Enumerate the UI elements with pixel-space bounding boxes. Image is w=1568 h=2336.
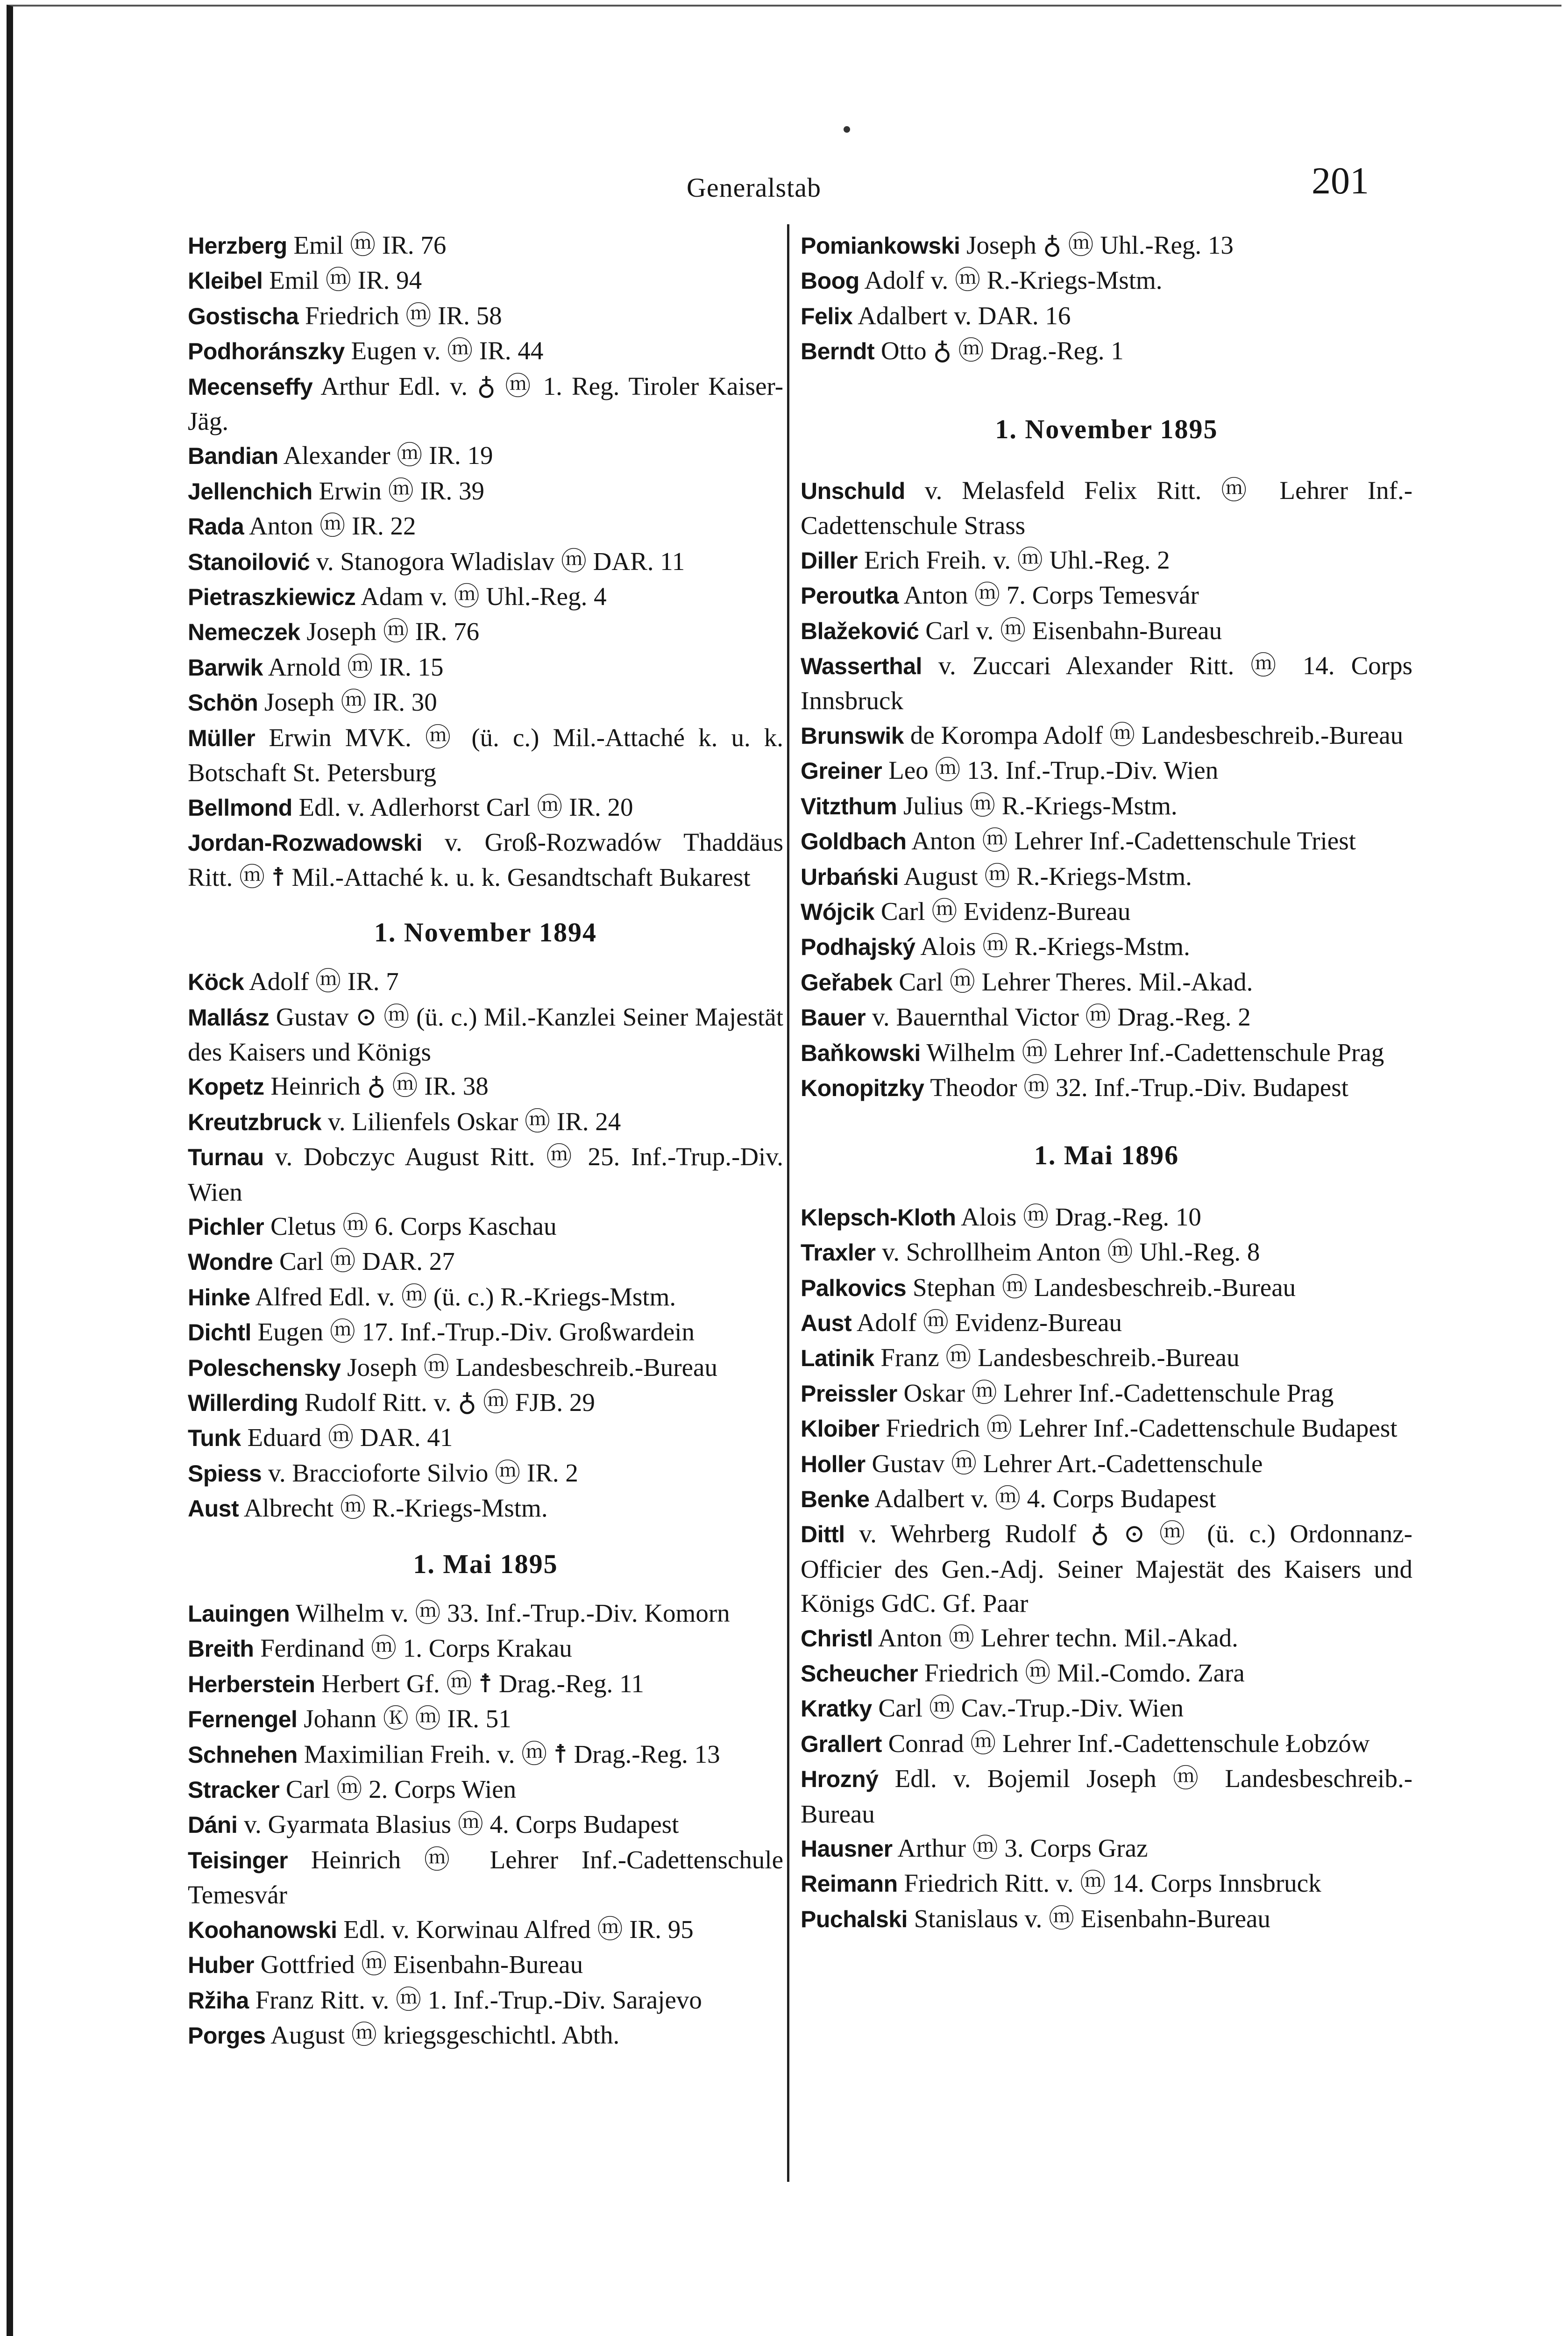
entry <box>188 1912 783 1947</box>
entry <box>188 1140 783 1209</box>
entry-details: Theodor ⓜ 32. Inf.-Trup.-Div. Budapest <box>930 1073 1348 1102</box>
entry <box>801 1340 1412 1375</box>
entry-details: Emil ⓜ IR. 94 <box>269 266 422 295</box>
entry-surname: Brunswik <box>801 722 904 749</box>
entry <box>801 299 1412 334</box>
entry <box>801 1726 1412 1761</box>
entry-details: Wilhelm ⓜ Lehrer Inf.-Cadettenschule Prag <box>926 1038 1384 1067</box>
entry <box>801 1481 1412 1517</box>
entry-surname: Palkovics <box>801 1275 907 1301</box>
entry-surname: Mallász <box>188 1004 270 1031</box>
entry-surname: Unschuld <box>801 478 905 505</box>
entry-details: v. Lilienfels Oskar ⓜ IR. 24 <box>327 1107 621 1136</box>
entry-surname: Pichler <box>188 1213 264 1240</box>
entry-surname: Mecenseffy <box>188 373 313 400</box>
entry-surname: Teisinger <box>188 1847 288 1873</box>
entry <box>801 1446 1412 1481</box>
entry-surname: Nemeczek <box>188 619 300 646</box>
entry-surname: Bandian <box>188 443 278 470</box>
entry-details: Carl ⓜ DAR. 27 <box>279 1247 455 1276</box>
entry-details: de Korompa Adolf ⓜ Landesbeschreib.-Bureau <box>910 720 1404 749</box>
entry-details: Heinrich ⓜ Lehrer Inf.-Cadettenschule Temesvár <box>188 1845 784 1909</box>
entry-details: v. Wehrberg Rudolf ♁ ⊙ ⓜ (ü. c.) Ordonnanz-Officier des Gen.-Adj. Seiner Majestät des Kaisers und Königs GdC. Gf. Paar <box>801 1519 1413 1618</box>
entry <box>801 965 1412 1000</box>
entry <box>801 1621 1412 1656</box>
entry-surname: Wójcik <box>801 898 875 925</box>
entry-details: v. Schrollheim Anton ⓜ Uhl.-Reg. 8 <box>882 1238 1260 1267</box>
entry <box>801 894 1412 929</box>
entry <box>188 509 783 544</box>
entry <box>801 859 1412 894</box>
entry-details: Gottfried ⓜ Eisenbahn-Bureau <box>260 1950 583 1979</box>
entry <box>188 650 783 685</box>
entry-surname: Konopitzky <box>801 1075 924 1101</box>
entry <box>188 1702 783 1737</box>
entry-details: Carl ⓜ Evidenz-Bureau <box>880 897 1131 926</box>
entry-surname: Schnehen <box>188 1741 298 1768</box>
entry-details: Arthur ⓜ 3. Corps Graz <box>897 1834 1148 1863</box>
entry-surname: Berndt <box>801 338 875 365</box>
entry-surname: Pomiankowski <box>801 233 960 259</box>
entry-details: Erich Freih. v. ⓜ Uhl.-Reg. 2 <box>864 545 1170 574</box>
entry-details: Joseph ⓜ Landesbeschreib.-Bureau <box>347 1353 717 1382</box>
entry-surname: Fernengel <box>188 1706 298 1733</box>
entry-details: Julius ⓜ R.-Kriegs-Mstm. <box>903 791 1178 820</box>
entry-surname: Aust <box>801 1310 852 1336</box>
entry-details: Erwin ⓜ IR. 39 <box>319 476 485 505</box>
entry-surname: Reimann <box>801 1871 898 1897</box>
page-number: 201 <box>1312 159 1369 202</box>
entry <box>801 824 1412 859</box>
entry <box>801 1691 1412 1726</box>
entry <box>188 1491 783 1526</box>
entry-surname: Herzberg <box>188 233 287 259</box>
entry-details: Alfred Edl. v. ⓜ (ü. c.) R.-Kriegs-Mstm. <box>255 1282 676 1311</box>
entry-surname: Bellmond <box>188 794 292 821</box>
entry-details: Edl. v. Adlerhorst Carl ⓜ IR. 20 <box>298 792 633 821</box>
entry <box>188 1069 783 1104</box>
entry <box>801 613 1412 648</box>
entry-details: Adam v. ⓜ Uhl.-Reg. 4 <box>361 582 607 611</box>
entry-surname: Greiner <box>801 758 882 784</box>
entry-surname: Kloiber <box>801 1416 880 1442</box>
entry-details: Emil ⓜ IR. 76 <box>293 231 447 259</box>
entry-list <box>801 1200 1412 1937</box>
entry <box>801 1235 1412 1270</box>
entry-surname: Baňkowski <box>801 1040 921 1066</box>
entry <box>188 299 783 334</box>
entry-surname: Huber <box>188 1952 254 1979</box>
entry-surname: Lauingen <box>188 1601 290 1627</box>
entry <box>188 614 783 649</box>
entry-details: Joseph ⓜ IR. 30 <box>264 688 437 717</box>
entry-surname: Kleibel <box>188 268 263 294</box>
entry <box>801 1305 1412 1340</box>
entry-surname: Benke <box>801 1486 870 1512</box>
entry <box>188 1456 783 1491</box>
entry-surname: Spiess <box>188 1460 262 1487</box>
entry-details: Oskar ⓜ Lehrer Inf.-Cadettenschule Prag <box>903 1378 1334 1407</box>
entry <box>188 438 783 473</box>
entry <box>801 1035 1412 1070</box>
entry-surname: Müller <box>188 725 255 751</box>
entry <box>801 718 1412 753</box>
entry <box>801 789 1412 824</box>
entry-surname: Scheucher <box>801 1660 918 1687</box>
entry-details: Franz Ritt. v. ⓜ 1. Inf.-Trup.-Div. Sarajevo <box>255 1985 702 2014</box>
entry <box>188 1244 783 1279</box>
entry-details: Alois ⓜ R.-Kriegs-Mstm. <box>920 932 1190 961</box>
entry <box>188 1000 783 1069</box>
entry-details: Edl. v. Korwinau Alfred ⓜ IR. 95 <box>343 1915 694 1944</box>
entry-surname: Klepsch-Kloth <box>801 1204 956 1231</box>
entry <box>801 263 1412 298</box>
entry-details: Adolf v. ⓜ R.-Kriegs-Mstm. <box>864 266 1163 295</box>
entry-surname: Urbański <box>801 863 899 890</box>
entry-details: Carl ⓜ Lehrer Theres. Mil.-Akad. <box>899 967 1253 996</box>
entry-surname: Köck <box>188 969 244 996</box>
entry-details: Herbert Gf. ⓜ ☨ Drag.-Reg. 11 <box>321 1669 644 1698</box>
entry-surname: Porges <box>188 2022 266 2049</box>
entry-surname: Kratky <box>801 1695 872 1722</box>
entry-details: Ferdinand ⓜ 1. Corps Krakau <box>260 1634 572 1663</box>
entry-surname: Rada <box>188 513 244 540</box>
entry-surname: Barwik <box>188 654 263 681</box>
entry-details: Eugen ⓜ 17. Inf.-Trup.-Div. Großwardein <box>257 1318 695 1346</box>
entry-list <box>188 1596 783 2053</box>
entry-surname: Pietraszkiewicz <box>188 584 356 611</box>
entry-details: v. Braccioforte Silvio ⓜ IR. 2 <box>268 1458 578 1487</box>
entry-details: Friedrich ⓜ IR. 58 <box>305 301 502 330</box>
entry-list <box>188 228 783 895</box>
entry-surname: Hrozný <box>801 1766 879 1793</box>
entry-list <box>801 228 1412 369</box>
column-divider <box>787 224 789 2182</box>
entry-details: Joseph ♁ ⓜ Uhl.-Reg. 13 <box>966 231 1234 259</box>
entry-surname: Kopetz <box>188 1074 264 1100</box>
entry-details: Albrecht ⓜ R.-Kriegs-Mstm. <box>243 1494 548 1523</box>
entry <box>188 228 783 263</box>
entry-surname: Bauer <box>801 1004 866 1031</box>
entry <box>188 1843 783 1912</box>
entry-details: Cletus ⓜ 6. Corps Kaschau <box>270 1211 557 1240</box>
entry <box>801 1902 1412 1937</box>
entry-details: Franz ⓜ Landesbeschreib.-Bureau <box>880 1343 1240 1372</box>
section-heading: 1. November 1895 <box>995 413 1218 444</box>
entry-details: Edl. v. Bojemil Joseph ⓜ Landesbeschreib.-Bureau <box>801 1764 1413 1828</box>
entry-details: v. Melasfeld Felix Ritt. ⓜ Lehrer Inf.-Cadettenschule Strass <box>801 476 1413 540</box>
entry-surname: Peroutka <box>801 583 899 609</box>
entry <box>188 825 783 895</box>
entry <box>801 1200 1412 1235</box>
entry-details: Anton ⓜ IR. 22 <box>248 512 416 541</box>
entry-details: August ⓜ R.-Kriegs-Mstm. <box>903 862 1192 890</box>
entry <box>188 1807 783 1842</box>
entry-surname: Tunk <box>188 1425 241 1452</box>
entry-surname: Podhajský <box>801 934 915 961</box>
entry <box>188 1947 783 1982</box>
entry <box>188 685 783 720</box>
entry-surname: Dittl <box>801 1521 845 1548</box>
entry-surname: Aust <box>188 1496 239 1522</box>
entry <box>188 1631 783 1666</box>
entry-surname: Turnau <box>188 1144 264 1171</box>
entry <box>188 1420 783 1455</box>
entry-surname: Herberstein <box>188 1671 315 1697</box>
entry-surname: Goldbach <box>801 828 907 855</box>
entry-details: Otto ♁ ⓜ Drag.-Reg. 1 <box>880 336 1124 365</box>
entry-surname: Puchalski <box>801 1906 908 1932</box>
entry-details: Adolf ⓜ Evidenz-Bureau <box>856 1308 1122 1337</box>
entry-surname: Hausner <box>801 1836 893 1862</box>
entry-surname: Wasserthal <box>801 653 922 680</box>
entry-surname: Boog <box>801 268 859 294</box>
entry-list <box>801 473 1412 1105</box>
entry-details: Adalbert v. DAR. 16 <box>858 301 1071 330</box>
entry <box>188 1667 783 1702</box>
entry-surname: Poleschensky <box>188 1354 341 1381</box>
entry <box>801 1517 1412 1620</box>
entry <box>188 790 783 825</box>
entry <box>188 544 783 579</box>
entry-surname: Dáni <box>188 1812 238 1838</box>
entry-details: Anton ⓜ Lehrer techn. Mil.-Akad. <box>878 1623 1238 1652</box>
entry-details: Carl ⓜ 2. Corps Wien <box>285 1775 517 1804</box>
entry <box>801 228 1412 263</box>
entry <box>801 578 1412 613</box>
entry <box>188 1385 783 1420</box>
entry-details: Gustav ⊙ ⓜ (ü. c.) Mil.-Kanzlei Seiner Majestät des Kaisers und Königs <box>188 1002 784 1066</box>
entry <box>188 1737 783 1772</box>
entry-surname: Stanoilović <box>188 548 310 575</box>
entry <box>801 1761 1412 1831</box>
entry <box>188 474 783 509</box>
entry <box>801 543 1412 578</box>
right-column <box>801 228 1412 1937</box>
entry-details: Arnold ⓜ IR. 15 <box>268 652 444 681</box>
entry-surname: Hinke <box>188 1284 250 1310</box>
entry <box>801 1070 1412 1105</box>
left-column <box>188 228 783 2053</box>
entry-details: Carl v. ⓜ Eisenbahn-Bureau <box>925 616 1222 645</box>
entry-surname: Traxler <box>801 1239 876 1266</box>
entry <box>801 1376 1412 1411</box>
entry <box>188 1596 783 1631</box>
entry-surname: Stracker <box>188 1777 280 1803</box>
entry <box>188 1209 783 1244</box>
entry <box>188 263 783 298</box>
entry <box>801 334 1412 369</box>
entry-surname: Gostischa <box>188 303 299 329</box>
entry <box>188 2018 783 2053</box>
entry <box>188 720 783 790</box>
section-heading: 1. November 1894 <box>374 917 597 947</box>
entry-details: Heinrich ♁ ⓜ IR. 38 <box>270 1072 489 1101</box>
entry-details: Eugen v. ⓜ IR. 44 <box>351 336 544 365</box>
entry-details: August ⓜ kriegsgeschichtl. Abth. <box>270 2020 620 2049</box>
entry-details: Stephan ⓜ Landesbeschreib.-Bureau <box>912 1273 1296 1302</box>
entry <box>188 1104 783 1140</box>
entry-surname: Dichtl <box>188 1319 251 1346</box>
entry-details: Adalbert v. ⓜ 4. Corps Budapest <box>874 1484 1216 1513</box>
entry-details: Anton ⓜ 7. Corps Temesvár <box>903 581 1199 610</box>
entry-details: Rudolf Ritt. v. ♁ ⓜ FJB. 29 <box>304 1388 595 1417</box>
entry-surname: Schön <box>188 690 258 716</box>
entry <box>801 1656 1412 1691</box>
entry <box>188 1280 783 1315</box>
entry-surname: Latinik <box>801 1345 874 1372</box>
entry <box>801 1411 1412 1446</box>
ink-dot <box>844 126 850 133</box>
entry-details: Conrad ⓜ Lehrer Inf.-Cadettenschule Łobzów <box>888 1729 1370 1758</box>
entry-surname: Geřabek <box>801 969 893 996</box>
entry-details: Erwin MVK. ⓜ (ü. c.) Mil.-Attaché k. u. k. Botschaft St. Petersburg <box>188 723 784 787</box>
entry-surname: Christl <box>801 1625 873 1652</box>
entry-details: Adolf ⓜ IR. 7 <box>248 967 399 996</box>
entry <box>188 579 783 614</box>
entry-details: Friedrich ⓜ Lehrer Inf.-Cadettenschule Budapest <box>886 1414 1398 1443</box>
entry-details: v. Zuccari Alexander Ritt. ⓜ 14. Corps Innsbruck <box>801 651 1413 715</box>
entry-details: Alexander ⓜ IR. 19 <box>283 441 493 470</box>
entry <box>801 1866 1412 1901</box>
entry-list <box>188 964 783 1526</box>
entry-details: v. Dobczyc August Ritt. ⓜ 25. Inf.-Trup.-Div. Wien <box>188 1142 784 1206</box>
entry-surname: Holler <box>801 1451 866 1477</box>
entry-details: Maximilian Freih. v. ⓜ ☨ Drag.-Reg. 13 <box>304 1739 720 1768</box>
entry-details: Eduard ⓜ DAR. 41 <box>247 1423 453 1452</box>
entry <box>801 1831 1412 1866</box>
entry-surname: Blažeković <box>801 618 919 644</box>
entry <box>188 1350 783 1385</box>
entry <box>188 1983 783 2018</box>
entry <box>188 1772 783 1807</box>
running-head: Generalstab <box>687 172 821 203</box>
entry-details: v. Groß-Rozwadów Thaddäus Ritt. ⓜ ☨ Mil.-Attaché k. u. k. Gesandtschaft Bukarest <box>188 827 784 892</box>
entry-details: Anton ⓜ Lehrer Inf.-Cadettenschule Triest <box>911 826 1356 855</box>
entry-details: Joseph ⓜ IR. 76 <box>306 617 480 646</box>
entry-surname: Ržiha <box>188 1987 249 2014</box>
entry-surname: Diller <box>801 547 858 574</box>
entry <box>801 929 1412 964</box>
entry-details: Carl ⓜ Cav.-Trup.-Div. Wien <box>878 1694 1184 1723</box>
entry-details: Wilhelm v. ⓜ 33. Inf.-Trup.-Div. Komorn <box>295 1599 730 1628</box>
entry-details: v. Bauernthal Victor ⓜ Drag.-Reg. 2 <box>872 1003 1251 1032</box>
entry-details: Alois ⓜ Drag.-Reg. 10 <box>961 1202 1201 1231</box>
entry <box>188 334 783 369</box>
entry-details: Stanislaus v. ⓜ Eisenbahn-Bureau <box>914 1904 1270 1933</box>
entry <box>188 1315 783 1350</box>
entry-surname: Grallert <box>801 1731 882 1757</box>
entry-details: v. Stanogora Wladislav ⓜ DAR. 11 <box>316 547 685 576</box>
entry <box>801 473 1412 543</box>
entry-surname: Jellenchich <box>188 478 312 505</box>
entry <box>801 753 1412 788</box>
entry-details: Friedrich ⓜ Mil.-Comdo. Zara <box>924 1659 1245 1688</box>
section-heading: 1. Mai 1895 <box>413 1548 558 1579</box>
section-heading: 1. Mai 1896 <box>1034 1140 1179 1171</box>
entry <box>188 964 783 999</box>
entry <box>801 1000 1412 1035</box>
entry-details: Arthur Edl. v. ♁ ⓜ 1. Reg. Tiroler Kaiser-Jäg. <box>188 371 784 436</box>
entry-surname: Podhoránszky <box>188 338 345 365</box>
entry <box>188 369 783 439</box>
entry <box>801 648 1412 718</box>
entry-surname: Felix <box>801 303 853 329</box>
entry-details: Leo ⓜ 13. Inf.-Trup.-Div. Wien <box>888 756 1219 785</box>
entry-surname: Kreutzbruck <box>188 1109 322 1135</box>
entry <box>801 1270 1412 1305</box>
entry-surname: Vitzthum <box>801 793 897 819</box>
entry-details: Gustav ⓜ Lehrer Art.-Cadettenschule <box>872 1449 1263 1478</box>
entry-surname: Preissler <box>801 1380 897 1407</box>
entry-details: Friedrich Ritt. v. ⓜ 14. Corps Innsbruck <box>904 1869 1321 1898</box>
entry-surname: Koohanowski <box>188 1916 337 1943</box>
entry-details: Johann Ⓚ ⓜ IR. 51 <box>304 1704 511 1733</box>
entry-surname: Breith <box>188 1636 254 1662</box>
entry-details: v. Gyarmata Blasius ⓜ 4. Corps Budapest <box>244 1810 679 1839</box>
entry-surname: Wondre <box>188 1249 273 1275</box>
entry-surname: Jordan-Rozwadowski <box>188 829 423 856</box>
entry-surname: Willerding <box>188 1390 298 1416</box>
